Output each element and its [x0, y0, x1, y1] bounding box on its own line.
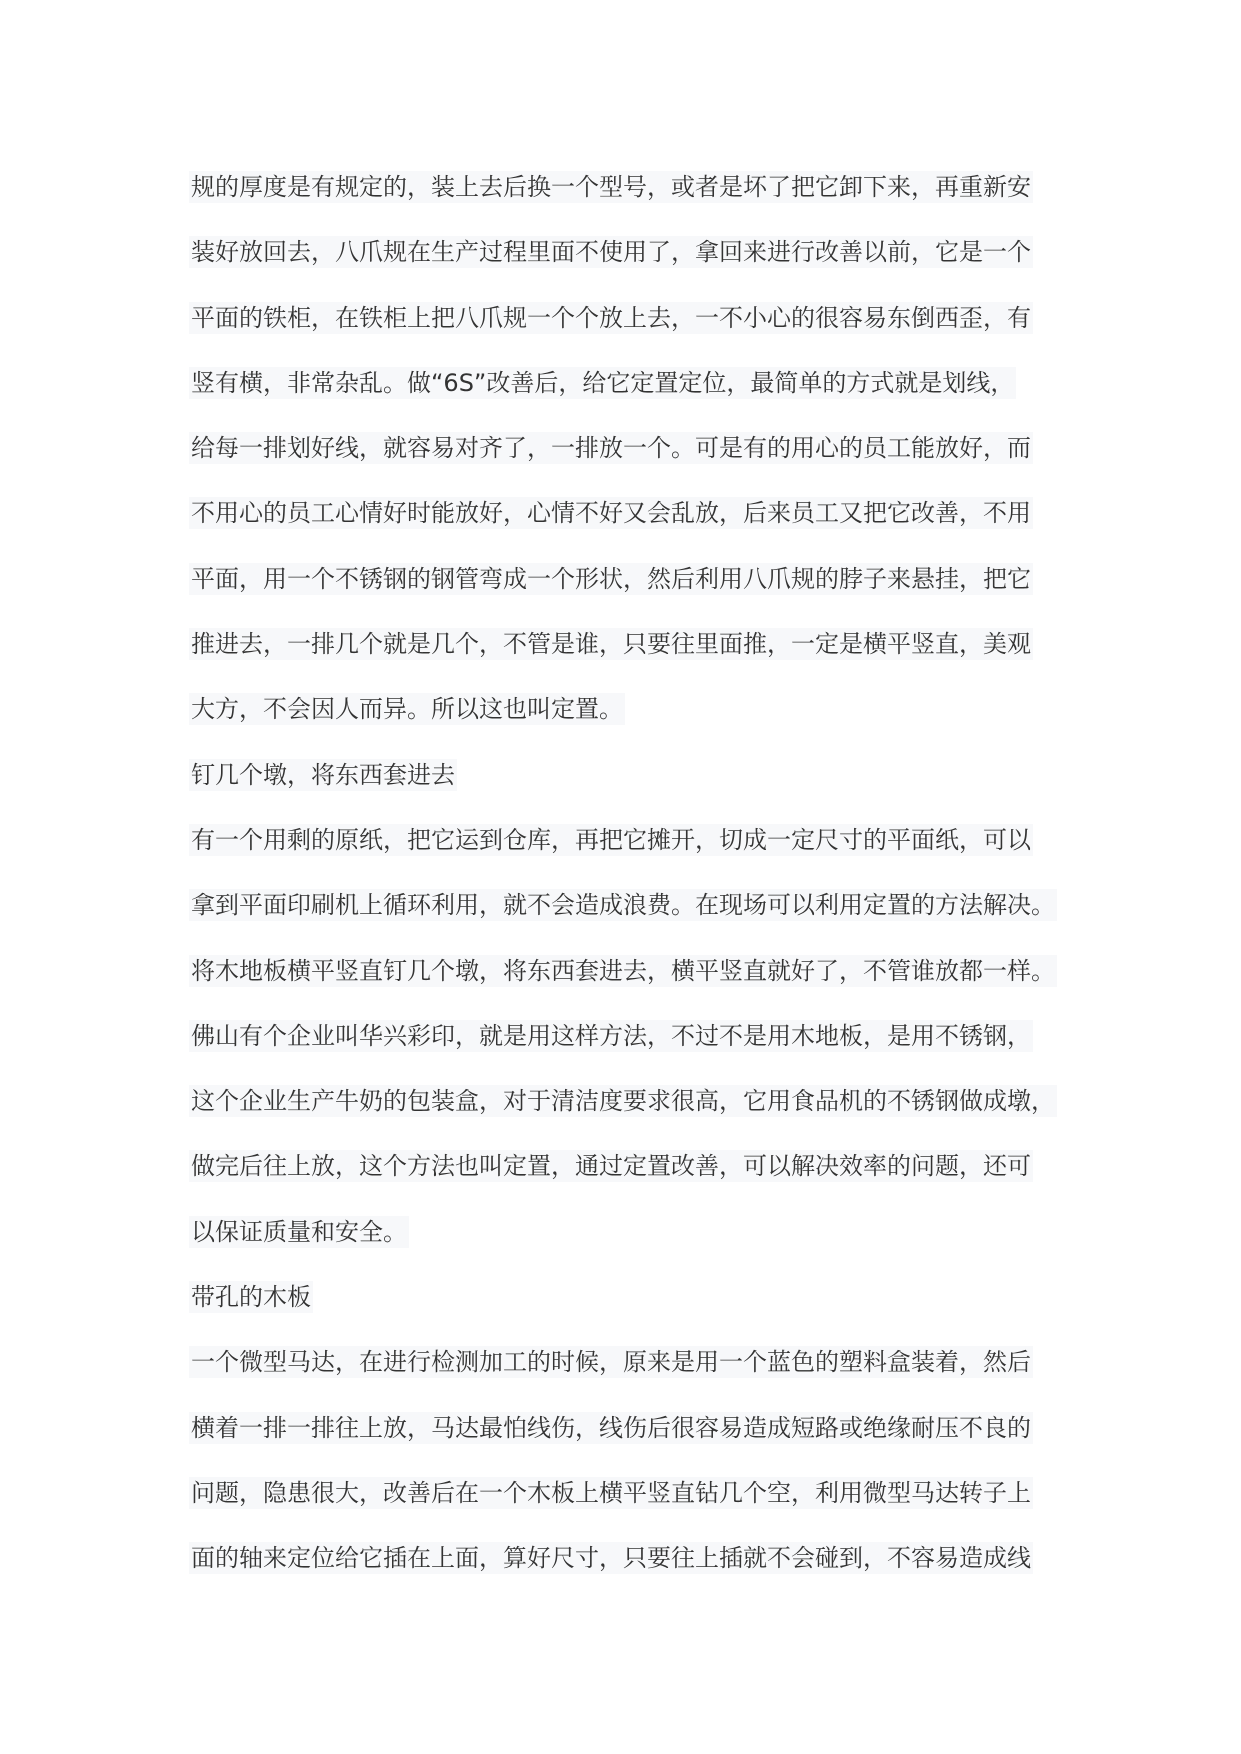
line-text: 装好放回去，八爪规在生产过程里面不使用了，拿回来进行改善以前，它是一个 — [191, 238, 1031, 267]
line-text: 将木地板横平竖直钉几个墩，将东西套进去，横平竖直就好了，不管谁放都一样。 — [191, 956, 1055, 985]
section-heading — [189, 1265, 1089, 1330]
line-text: 横着一排一排往上放，马达最怕线伤，线伤后很容易造成短路或绝缘耐压不良的 — [191, 1413, 1031, 1442]
paragraph-line — [189, 1134, 1089, 1199]
line-text: 问题，隐患很大，改善后在一个木板上横平竖直钻几个空，利用微型马达转子上 — [191, 1478, 1031, 1507]
paragraph-line — [189, 939, 1089, 1004]
paragraph-line — [189, 1330, 1089, 1395]
paragraph-line — [189, 677, 1089, 742]
section-heading — [189, 743, 1089, 808]
paragraph-line — [189, 808, 1089, 873]
line-text: 面的轴来定位给它插在上面，算好尺寸，只要往上插就不会碰到，不容易造成线 — [191, 1544, 1031, 1573]
line-text: 竖有横，非常杂乱。做“6S”改善后，给它定置定位，最简单的方式就是划线， — [191, 368, 1015, 397]
line-text: 推进去，一排几个就是几个，不管是谁，只要往里面推，一定是横平竖直，美观 — [191, 630, 1031, 659]
line-text: 平面，用一个不锈钢的钢管弯成一个形状，然后利用八爪规的脖子来悬挂，把它 — [191, 564, 1031, 593]
line-text: 不用心的员工心情好时能放好，心情不好又会乱放，后来员工又把它改善，不用 — [191, 499, 1031, 528]
paragraph-line — [189, 155, 1089, 220]
line-text: 以保证质量和安全。 — [191, 1217, 407, 1246]
line-text: 平面的铁柜，在铁柜上把八爪规一个个放上去，一不小心的很容易东倒西歪，有 — [191, 303, 1031, 332]
line-text: 佛山有个企业叫华兴彩印，就是用这样方法，不过不是用木地板，是用不锈钢， — [191, 1021, 1031, 1050]
line-text: 做完后往上放，这个方法也叫定置，通过定置改善，可以解决效率的问题，还可 — [191, 1152, 1031, 1181]
paragraph-line — [189, 1526, 1089, 1591]
line-text: 规的厚度是有规定的，装上去后换一个型号，或者是坏了把它卸下来，再重新安 — [191, 173, 1031, 201]
paragraph-line — [189, 416, 1089, 481]
line-text: 给每一排划好线，就容易对齐了，一排放一个。可是有的用心的员工能放好，而 — [191, 434, 1031, 463]
paragraph-line — [189, 1004, 1089, 1069]
line-text: 拿到平面印刷机上循环利用，就不会造成浪费。在现场可以利用定置的方法解决。 — [191, 891, 1055, 920]
paragraph-line — [189, 1200, 1089, 1265]
line-text: 大方，不会因人而异。所以这也叫定置。 — [191, 695, 623, 724]
paragraph-line — [189, 351, 1089, 416]
line-text: 一个微型马达，在进行检测加工的时候，原来是用一个蓝色的塑料盒装着，然后 — [191, 1348, 1031, 1377]
paragraph-line — [189, 220, 1089, 285]
paragraph-line — [189, 547, 1089, 612]
paragraph-line — [189, 286, 1089, 351]
paragraph-line — [189, 1396, 1089, 1461]
paragraph-line — [189, 612, 1089, 677]
document-body — [189, 155, 1089, 1592]
paragraph-line — [189, 1461, 1089, 1526]
line-text: 这个企业生产牛奶的包装盒，对于清洁度要求很高，它用食品机的不锈钢做成墩， — [191, 1087, 1055, 1116]
line-text: 有一个用剩的原纸，把它运到仓库，再把它摊开，切成一定尺寸的平面纸，可以 — [191, 825, 1031, 854]
paragraph-line — [189, 873, 1089, 938]
heading-text: 带孔的木板 — [191, 1283, 311, 1312]
paragraph-line — [189, 481, 1089, 546]
paragraph-line — [189, 1069, 1089, 1134]
heading-text: 钉几个墩，将东西套进去 — [191, 760, 455, 789]
